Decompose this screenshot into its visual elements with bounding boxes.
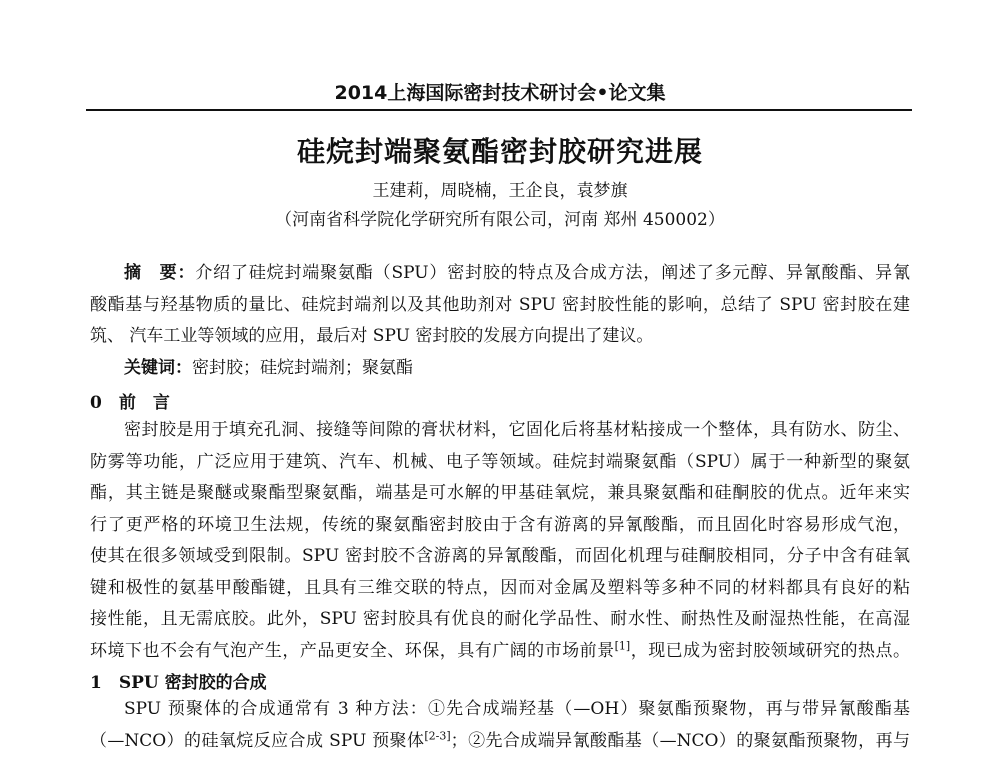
keywords (90, 353, 910, 385)
section-1-body (90, 694, 910, 757)
abstract (90, 258, 910, 384)
paragraph-line: 环境下也不会有气泡产生，产品更安全、环保，具有广阔的市场前景[1]，现已成为密封胶领域研究的热点。 (90, 636, 910, 668)
citation-ref: [1] (615, 639, 631, 652)
paragraph-line: 防雾等功能，广泛应用于建筑、汽车、机械、电子等领域。硅烷封端聚氨酯（SPU）属于一种新型的聚氨 (90, 447, 910, 479)
paragraph-line: 使其在很多领域受到限制。SPU 密封胶不含游离的异氰酸酯，而固化机理与硅酮胶相同，分子中含有硅氧 (90, 541, 910, 573)
abstract-line: 酸酯基与羟基物质的量比、硅烷封端剂以及其他助剂对 SPU 密封胶性能的影响，总结了 SPU 密封胶在建 (90, 290, 910, 322)
keywords-text: 密封胶；硅烷封端剂；聚氨酯 (192, 358, 413, 378)
section-heading-1: 1 SPU 密封胶的合成 (90, 668, 267, 693)
section-0-body (90, 415, 910, 667)
paragraph-line: （—NCO）的硅氧烷反应合成 SPU 预聚体[2-3]；②先合成端异氰酸酯基（—NCO）的聚氨酯预聚物，再与 (90, 726, 910, 757)
paragraph-line: 酯，其主链是聚醚或聚酯型聚氨酯，端基是可水解的甲基硅氧烷，兼具聚氨酯和硅酮胶的优点。近年来实 (90, 478, 910, 510)
abstract-line: 筑、 汽车工业等领域的应用，最后对 SPU 密封胶的发展方向提出了建议。 (90, 321, 910, 353)
paper-title: 硅烷封端聚氨酯密封胶研究进展 (0, 130, 1000, 170)
paragraph-line: 密封胶是用于填充孔洞、接缝等间隙的膏状材料，它固化后将基材粘接成一个整体，具有防水、防尘、 (90, 415, 910, 447)
paper-authors: 王建莉，周晓楠，王企良，袁梦旗 (0, 176, 1000, 201)
abstract-line: 摘 要：介绍了硅烷封端聚氨酯（SPU）密封胶的特点及合成方法，阐述了多元醇、异氰酸酯、异氰 (90, 258, 910, 290)
abstract-label: 摘 要： (124, 263, 195, 283)
keywords-label: 关键词： (124, 358, 192, 378)
paragraph-line: 行了更严格的环境卫生法规，传统的聚氨酯密封胶由于含有游离的异氰酸酯，而且固化时容易形成气泡， (90, 510, 910, 542)
paragraph-line: 键和极性的氨基甲酸酯键，且具有三维交联的特点，因而对金属及塑料等多种不同的材料都具有良好的粘 (90, 573, 910, 605)
paragraph-line: SPU 预聚体的合成通常有 3 种方法：①先合成端羟基（—OH）聚氨酯预聚物，再与带异氰酸酯基 (90, 694, 910, 726)
running-header: 2014上海国际密封技术研讨会•论文集 (0, 78, 1000, 105)
paragraph-line: 接性能，且无需底胶。此外，SPU 密封胶具有优良的耐化学品性、耐水性、耐热性及耐湿热性能，在高湿 (90, 604, 910, 636)
section-heading-0: 0 前 言 (90, 388, 170, 413)
citation-ref: [2-3] (424, 729, 450, 742)
header-rule (86, 109, 912, 111)
paper-affiliation: （河南省科学院化学研究所有限公司，河南 郑州 450002） (0, 205, 1000, 230)
